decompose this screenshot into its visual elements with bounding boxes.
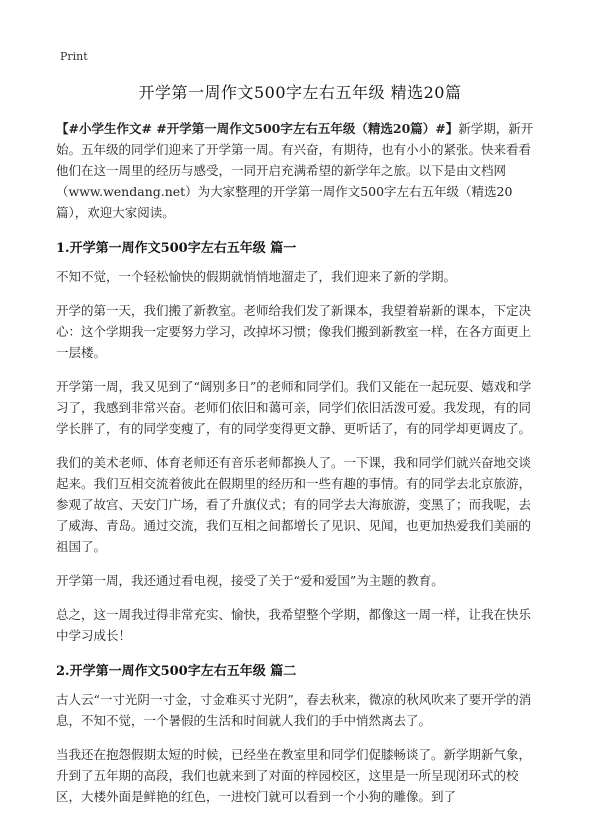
paragraph: 古人云“一寸光阴一寸金，寸金难买寸光阴”，春去秋来，微凉的秋风吹来了要开学的消息，不知不觉，一个暑假的生活和时间就人我们的手中悄然离去了。	[56, 692, 532, 728]
paragraph: 我们的美术老师、体育老师还有音乐老师都换人了。一下课，我和同学们就兴奋地交谈起来。我们互相交流着彼此在假期里的经历和一些有趣的事情。有的同学去北京旅游，参观了故宫、天安门广场，看了升旗仪式；有的同学去大海旅游，变黑了；而我呢，去了威海、青岛。通过交流，我们互相之间都增长了见识、见闻，也更加热爱我们美丽的祖国了。	[56, 455, 532, 554]
page-title: 开学第一周作文500字左右五年级 精选20篇	[138, 83, 462, 102]
paragraph: 开学第一周，我还通过看电视，接受了关于“爱和爱国”为主题的教育。	[56, 573, 444, 588]
paragraph: 开学第一周，我又见到了“阔别多日”的老师和同学们。我们又能在一起玩耍、嬉戏和学习了，我感到非常兴奋。老师们依旧和蔼可亲，同学们依旧活泼可爱。我发现，有的同学长胖了，有的同学变瘦了，有的同学变得更文静、更听话了，有的同学却更调皮了。	[56, 379, 532, 436]
paragraph: 不知不觉，一个轻松愉快的假期就悄悄地溜走了，我们迎来了新的学期。	[56, 269, 457, 284]
section-heading-2: 2.开学第一周作文500字左右五年级 篇二	[56, 664, 297, 679]
section-heading-1: 1.开学第一周作文500字左右五年级 篇一	[56, 241, 297, 256]
intro-text: 新学期，新开始。五年级的同学们迎来了开学第一周。有兴奋，有期待，也有小小的紧张。快来看看他们在这一周里的经历与感受，一同开启充满希望的新学年之旅。以下是由文档网（www.wendang.net）为大家整理的开学第一周作文500字左右五年级（精选20篇），欢迎大家阅读。	[56, 121, 534, 220]
paragraph: 总之，这一周我过得非常充实、愉快，我希望整个学期，都像这一周一样，让我在快乐中学习成长！	[56, 607, 532, 643]
paragraph: 开学的第一天，我们搬了新教室。老师给我们发了新课本，我望着崭新的课本，下定决心：这个学期我一定要努力学习，改掉坏习惯；像我们搬到新教室一样，在各方面更上一层楼。	[56, 303, 532, 360]
intro-bold-lead: 【#小学生作文# #开学第一周作文500字左右五年级（精选20篇）#】	[56, 121, 459, 136]
intro-paragraph	[56, 118, 540, 223]
print-link[interactable]: Print	[60, 50, 88, 63]
paragraph: 当我还在抱怨假期太短的时候，已经坐在教室里和同学们促膝畅谈了。新学期新气象，升到了五年期的高段，我们也就来到了对面的梓园校区，这里是一所呈现闭环式的校区，大楼外面是鲜艳的红色，一进校门就可以看到一个小狗的雕像。到了	[56, 747, 532, 804]
article-body	[56, 118, 540, 820]
